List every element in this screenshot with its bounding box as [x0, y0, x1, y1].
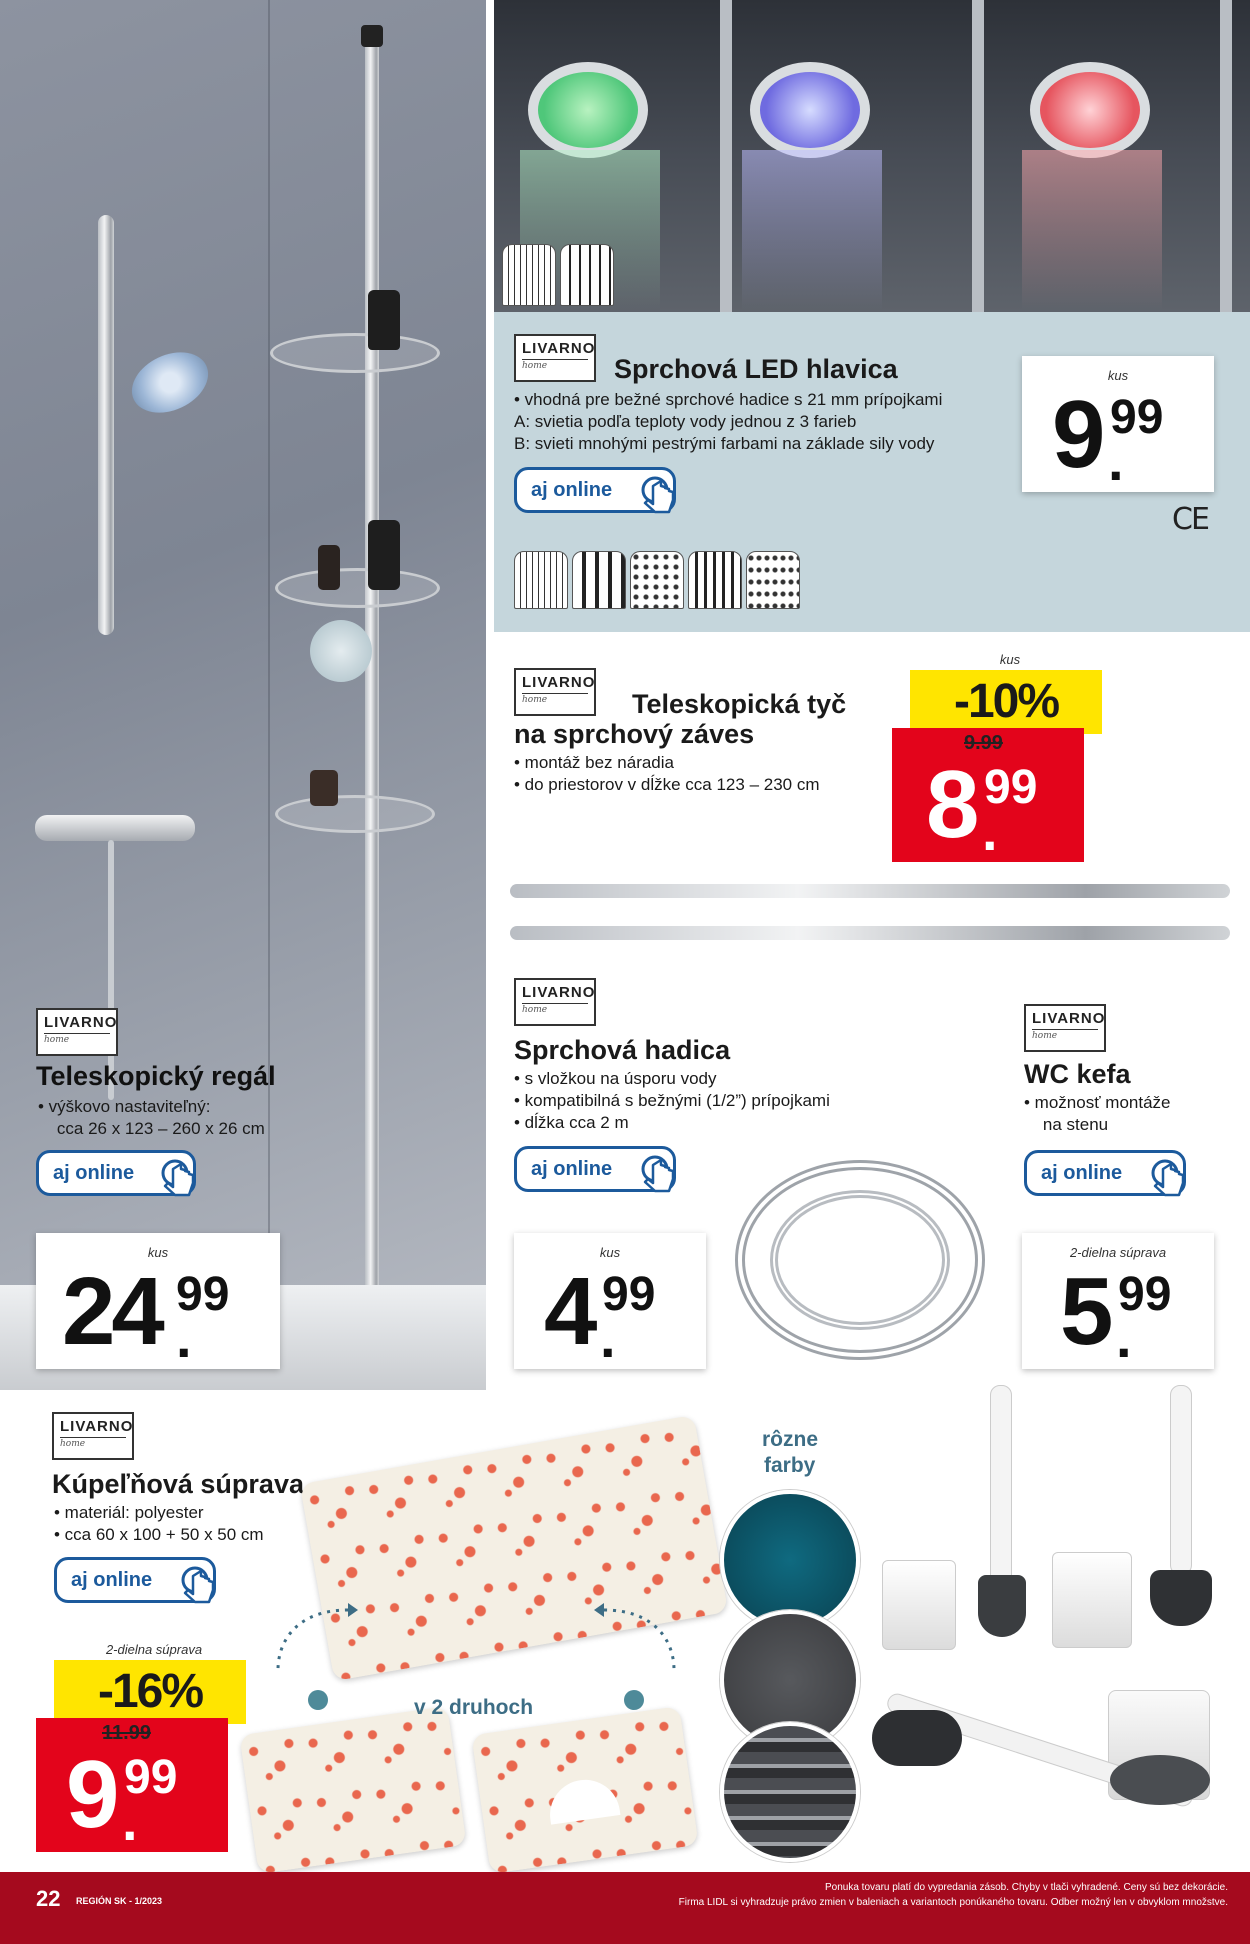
- hose-online-button[interactable]: [514, 1146, 676, 1192]
- shelf-price-box: [36, 1233, 280, 1369]
- price-dot: .: [1108, 429, 1124, 492]
- shower-rail: [98, 215, 114, 635]
- rod-image-2: [510, 926, 1230, 940]
- bath-online-button[interactable]: [54, 1557, 216, 1603]
- spray-mode-icon: [572, 551, 626, 609]
- led-head-red: [1030, 62, 1150, 158]
- hose-price-box: [514, 1233, 706, 1369]
- bath-old-price: 11.99: [102, 1722, 151, 1744]
- wc-brush-head-3: [872, 1710, 962, 1766]
- price-unit: kus: [1107, 368, 1129, 383]
- livarno-logo: LIVARNO home: [514, 334, 596, 382]
- wall-seam: [268, 0, 270, 1390]
- online-label: aj online: [71, 1568, 153, 1591]
- wc-title: WC kefa: [1024, 1059, 1131, 1089]
- price-unit: kus: [147, 1245, 169, 1260]
- spray-mode-icon: [630, 551, 684, 609]
- swap-arrow-left-icon: [268, 1600, 358, 1710]
- hose-title: Sprchová hadica: [514, 1035, 731, 1065]
- colors-label-2: farby: [764, 1454, 816, 1477]
- bath-discount: -16%: [97, 1665, 203, 1718]
- hand-pointer-icon: [637, 474, 681, 514]
- shelf-bullet: • výškovo nastaviteľný:: [38, 1097, 211, 1116]
- wc-holder-2: [1052, 1552, 1132, 1648]
- price-dot: .: [1116, 1306, 1132, 1369]
- rod-price-box: [892, 728, 1084, 862]
- wc-holder-1: [882, 1560, 956, 1650]
- livarno-logo: LIVARNO home: [514, 668, 596, 716]
- bath-bullet: • materiál: polyester: [54, 1503, 204, 1522]
- wc-brush-white-handle: [1170, 1385, 1192, 1575]
- rod-title-2: na sprchový záves: [514, 719, 755, 749]
- led-shower-bullets: [514, 389, 942, 455]
- price-main: 9: [66, 1741, 120, 1848]
- shelf-basket-bottom: [275, 795, 435, 833]
- bottle-4: [310, 770, 338, 806]
- rail-pole-1: [720, 0, 732, 312]
- shelf-basket-top: [270, 333, 440, 373]
- price-main: 5: [1060, 1258, 1114, 1365]
- bath-rug-small-1: [239, 1706, 466, 1874]
- led-shower-title: Sprchová LED hlavica: [614, 354, 898, 384]
- rod-image-1: [510, 884, 1230, 898]
- shelf-title: Teleskopický regál: [36, 1061, 276, 1091]
- swatch-teal: [720, 1490, 860, 1630]
- spray-icons-small: [502, 244, 618, 306]
- footer-note-line: Firma LIDL si vyhradzuje právo zmien v baleniach a variantoch ponúkaného tovaru. Odber možný len v obvyklom množstve.: [678, 1897, 1228, 1908]
- bath-price-unit: 2-dielna súprava: [105, 1642, 203, 1657]
- hand-pointer-icon: [157, 1157, 201, 1197]
- price-dot: .: [600, 1306, 616, 1369]
- price-main: 9: [1052, 381, 1106, 488]
- price-dot: .: [122, 1789, 138, 1852]
- wc-bullet: • možnosť montáže: [1024, 1093, 1171, 1112]
- wc-price-box: [1022, 1233, 1214, 1369]
- livarno-logo: LIVARNO home: [52, 1412, 134, 1460]
- bath-price-box: [36, 1718, 228, 1852]
- price-main: 4: [544, 1258, 598, 1365]
- shelf-basket-middle: [275, 568, 440, 608]
- bath-set-title: Kúpeľňová súprava: [52, 1469, 304, 1499]
- led-head-blue: [750, 62, 870, 158]
- rod-price-unit: kus: [999, 652, 1021, 667]
- rod-discount-box: [910, 670, 1102, 734]
- online-label: aj online: [531, 1157, 613, 1180]
- hose-bullet: • s vložkou na úsporu vody: [514, 1069, 717, 1088]
- page-number: 22: [36, 1886, 61, 1911]
- price-main: 8: [926, 751, 980, 858]
- spray-mode-icon: [688, 551, 742, 609]
- spray-mode-icon: [746, 551, 800, 609]
- water-spray-red: [1022, 150, 1162, 310]
- rod-discount: -10%: [953, 675, 1059, 728]
- pole-cap-top: [361, 25, 383, 47]
- hand-pointer-icon: [1147, 1157, 1191, 1197]
- bath-bullet: • cca 60 x 100 + 50 x 50 cm: [54, 1525, 264, 1544]
- price-dot: .: [176, 1306, 192, 1369]
- shelf-bullets: [38, 1096, 265, 1140]
- hose-bullet: • kompatibilná s bežnými (1/2”) prípojkami: [514, 1091, 830, 1110]
- led-bullet: • vhodná pre bežné sprchové hadice s 21 mm prípojkami: [514, 390, 943, 409]
- price-cents: 99: [1118, 1268, 1172, 1321]
- price-cents: 99: [602, 1268, 656, 1321]
- led-online-button[interactable]: [514, 467, 676, 513]
- swatch-striped: [720, 1722, 860, 1862]
- price-unit: 2-dielna súprava: [1069, 1245, 1167, 1260]
- rod-title-1: Teleskopická tyč: [632, 689, 847, 719]
- online-label: aj online: [1041, 1161, 1123, 1184]
- livarno-logo: LIVARNO home: [1024, 1004, 1106, 1052]
- shelf-bullet: cca 26 x 123 – 260 x 26 cm: [38, 1119, 265, 1138]
- rod-bullet: • montáž bez náradia: [514, 753, 674, 772]
- wc-brush-head-2: [1150, 1570, 1212, 1626]
- spray-mode-icon: [560, 244, 614, 306]
- price-main: 24: [62, 1258, 161, 1365]
- rod-bullet: • do priestorov v dĺžke cca 123 – 230 cm: [514, 775, 820, 794]
- spray-icons-row: [514, 551, 804, 609]
- rail-pole-3: [1220, 0, 1232, 312]
- wc-online-button[interactable]: [1024, 1150, 1186, 1196]
- livarno-logo: LIVARNO home: [36, 1008, 118, 1056]
- swap-arrow-right-icon: [594, 1600, 684, 1710]
- footer-bar: [0, 1872, 1250, 1944]
- ce-mark: CE: [1172, 502, 1208, 537]
- led-bullet: B: svieti mnohými pestrými farbami na základe sily vody: [514, 434, 935, 453]
- colors-label-1: rôzne: [762, 1428, 819, 1451]
- spray-mode-icon: [502, 244, 556, 306]
- wc-drip-tray: [1110, 1755, 1210, 1805]
- footer-note-line: Ponuka tovaru platí do vypredania zásob. Chyby v tlači vyhradené. Ceny sú bez dekorácie.: [824, 1882, 1228, 1893]
- rod-old-price: 9.99: [964, 732, 1003, 754]
- bath-discount-box: [54, 1660, 246, 1724]
- bath-set-bullets: [54, 1502, 264, 1546]
- rod-bullets: [514, 752, 820, 796]
- wc-brush-white-handle: [990, 1385, 1012, 1585]
- region-label: REGIÓN SK - 1/2023: [76, 1896, 163, 1906]
- online-label: aj online: [531, 478, 613, 501]
- bottle-1: [368, 290, 400, 350]
- wc-bullet: na stenu: [1024, 1115, 1109, 1134]
- hose-bullet: • dĺžka cca 2 m: [514, 1113, 629, 1132]
- wc-brush-head-1: [978, 1575, 1026, 1637]
- led-head-green: [528, 62, 648, 158]
- hand-pointer-icon: [637, 1153, 681, 1193]
- led-bullet: A: svietia podľa teploty vody jednou z 3 farieb: [514, 412, 857, 431]
- water-spray-blue: [742, 150, 882, 310]
- bottle-2: [318, 545, 340, 590]
- thermostat-bar: [35, 815, 195, 841]
- hose-bullets: [514, 1068, 830, 1134]
- wc-bullets: [1024, 1092, 1171, 1136]
- price-dot: .: [982, 799, 998, 862]
- price-unit: kus: [599, 1245, 621, 1260]
- price-cents: 99: [1110, 391, 1164, 444]
- variants-label: v 2 druhoch: [414, 1696, 534, 1719]
- price-cents: 99: [984, 761, 1038, 814]
- footer-note: [608, 1880, 1228, 1910]
- livarno-logo: LIVARNO home: [514, 978, 596, 1026]
- led-price-box: [1022, 356, 1214, 492]
- online-label: aj online: [53, 1161, 135, 1184]
- spray-mode-icon: [514, 551, 568, 609]
- sponge: [310, 620, 372, 682]
- price-cents: 99: [176, 1268, 230, 1321]
- shelf-online-button[interactable]: [36, 1150, 196, 1196]
- bottle-3: [368, 520, 400, 590]
- hose-coil-inner: [770, 1190, 950, 1330]
- rail-pole-2: [972, 0, 984, 312]
- hand-pointer-icon: [177, 1564, 221, 1604]
- price-cents: 99: [124, 1751, 178, 1804]
